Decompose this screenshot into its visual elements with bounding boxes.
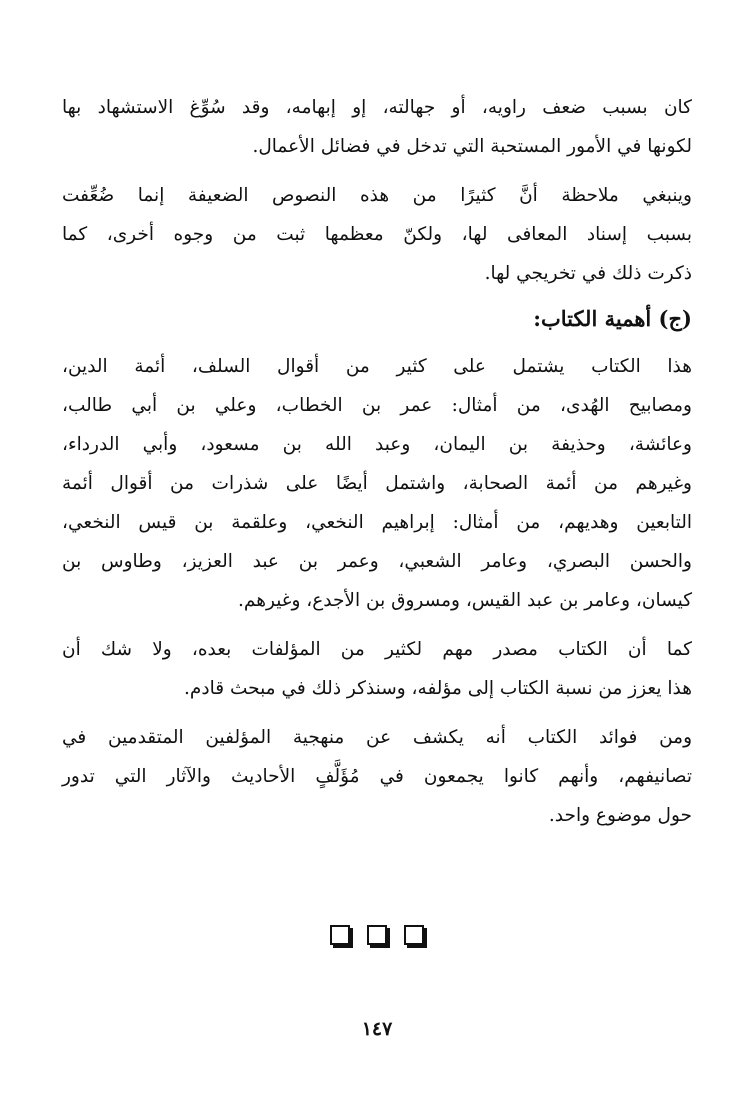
square-ornament-icon [404, 925, 424, 945]
square-ornament-icon [330, 925, 350, 945]
paragraph-line: هذا الكتاب يشتمل على كثير من أقوال السلف، أئمة الدين، [62, 356, 692, 377]
paragraph-line: وعائشة، وحذيفة بن اليمان، وعبد الله بن مسعود، وأبي الدرداء، [62, 434, 692, 455]
paragraph-line: وينبغي ملاحظة أنَّ كثيرًا من هذه النصوص الضعيفة إنما ضُعِّفت [62, 185, 692, 206]
paragraph-line: وغيرهم من أئمة الصحابة، واشتمل أيضًا على شذرات من أقوال أئمة [62, 473, 692, 494]
paragraph-line: كيسان، وعامر بن عبد القيس، ومسروق بن الأجدع، وغيرهم. [238, 590, 692, 611]
section-end-ornament [0, 924, 754, 945]
paragraph-line: تصانيفهم، وأنهم كانوا يجمعون في مُؤَلَّفٍ الأحاديث والآثار التي تدور [62, 766, 692, 787]
paragraph-line: بسبب إسناد المعافى لها، ولكنّ معظمها ثبت من وجوه أخرى، كما [62, 224, 692, 245]
paragraph-5 [62, 718, 692, 835]
page-number: ١٤٧ [361, 1018, 393, 1040]
paragraph-line: لكونها في الأمور المستحبة التي تدخل في فضائل الأعمال. [252, 136, 692, 157]
paragraph-line: هذا يعزز من نسبة الكتاب إلى مؤلفه، وسنذكر ذلك في مبحث قادم. [184, 678, 692, 699]
paragraph-1 [62, 88, 692, 166]
paragraph-2 [62, 176, 692, 293]
section-heading: (ج) أهمية الكتاب: [533, 306, 692, 331]
paragraph-3 [62, 347, 692, 620]
square-ornament-icon [367, 925, 387, 945]
paragraph-line: والحسن البصري، وعامر الشعبي، وعمر بن عبد العزيز، وطاوس بن [62, 551, 692, 572]
paragraph-line: كما أن الكتاب مصدر مهم لكثير من المؤلفات بعده، ولا شك أن [62, 639, 692, 660]
paragraph-line: ذكرت ذلك في تخريجي لها. [484, 263, 692, 284]
paragraph-line: ومن فوائد الكتاب أنه يكشف عن منهجية المؤلفين المتقدمين في [62, 727, 692, 748]
paragraph-line: كان بسبب ضعف راويه، أو جهالته، إو إبهامه، وقد سُوِّغ الاستشهاد بها [62, 97, 692, 118]
paragraph-line: ومصابيح الهُدى، من أمثال: عمر بن الخطاب، وعلي بن أبي طالب، [62, 395, 692, 416]
paragraph-line: حول موضوع واحد. [548, 805, 692, 826]
paragraph-line: التابعين وهديهم، من أمثال: إبراهيم النخعي، وعلقمة بن قيس النخعي، [62, 512, 692, 533]
paragraph-4 [62, 630, 692, 708]
